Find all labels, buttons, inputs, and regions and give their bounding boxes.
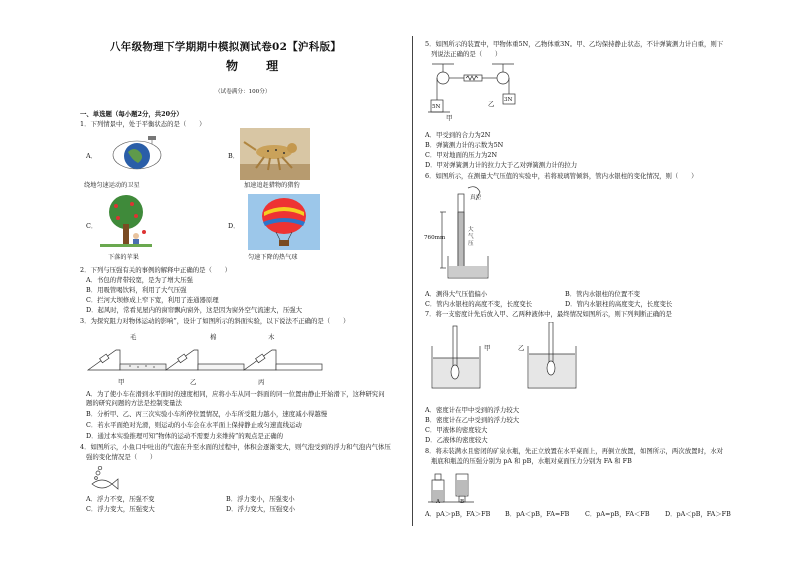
q1-stem: 1．下列情景中，处于平衡状态的是（ ） [80,120,206,128]
q1-option-a: A． [86,152,98,160]
q3-option-a-line2: 题的研究问题的方法是控制变量法 [86,399,182,407]
q8-stem-text-3: ，水瓶对桌面压力分别为 [531,457,602,465]
q6-height-label: 760mm [424,235,446,241]
cheetah-figure [240,128,310,180]
satellite-earth-figure [112,130,162,180]
q7-label-yi: 乙 [518,344,525,352]
q6-vacuum-label: 真空 [470,195,482,201]
q1-option-c: C． [86,222,98,230]
apple-tree-figure [96,194,156,248]
q3-option-c: C．若水平面绝对光滑，则运动的小车会在水平面上保持静止或匀速直线运动 [86,421,302,429]
q1-caption-b: 加速追赶猎物的猎豹 [244,182,300,189]
q8-symbol-fa: FA [603,457,613,465]
q3-label-mu: 木 [268,333,275,341]
q8-option-a: A．pA＞pB，FA＞FB [425,510,491,518]
q6-pressure-label-3: 压 [468,241,474,247]
q6-option-b: B．管内水银柱的位置不变 [565,290,640,298]
q7-option-a: A．密度计在甲中受到的浮力较大 [425,406,520,414]
q8-stem-text-4: 和 [614,457,621,465]
hot-air-balloon-figure [248,194,320,250]
q4-option-a: A．浮力不变，压强不变 [86,495,155,503]
q6-pressure-label-1: 大 [468,227,474,233]
q4-stem-line1: 4．如图所示，小鱼口中吐出的气泡在升至水面的过程中，体积会逐渐变大，则气泡受到的浮力和气泡内气体压 [80,443,391,451]
q5-stem-line2: 列说法正确的是（ ） [431,50,502,58]
q5-stem-line1: 5．如图所示的装置中，甲物体重5N，乙物体重3N。甲、乙均保持静止状态，不计弹簧测力计自重，则下 [425,40,724,48]
q5-label-yi: 乙 [488,100,495,108]
q4-option-d: D．浮力变大，压强变小 [226,505,296,513]
pulley-spring-figure [428,60,524,120]
incline-experiment-figure [86,340,326,374]
q3-option-b: B．分析甲、乙、丙三次实验小车所停位置情况，小车所受阻力越小，速度减小得越慢 [86,410,328,418]
q7-label-jia: 甲 [484,344,491,352]
section-heading: 一、单选题（每小题2分，共20分） [80,110,183,118]
q8-stem-line2 [431,457,632,465]
q3-label-jia: 甲 [118,378,125,386]
q3-option-d: D．通过本实验推理可知”物体的运动不需要力来维持”的观点是正确的 [86,432,283,440]
paper-subject: 物 理 [226,59,291,73]
q8-option-d: D．pA＜pB，FA＞FB [665,510,731,518]
paper-title: 八年级物理下学期期中模拟测试卷02【沪科版】 [110,41,342,53]
q8-stem-text-1: 瓶底和瓶盖的压强分别为 [431,457,502,465]
q2-stem: 2．下列与压强有关的事例的解释中正确的是（ ） [80,266,232,274]
q1-caption-a: 绕地匀速运动的卫星 [84,182,140,189]
q6-option-d: D．管内水银柱的高度变大，长度变长 [565,300,673,308]
hydrometer-figure [428,322,598,390]
q7-option-d: D．乙液体的密度较大 [425,436,488,444]
q5-option-c: C．甲对地面的压力为2N [425,151,498,159]
q1-caption-c: 下落的苹果 [108,254,139,261]
q1-option-d: D． [228,222,240,230]
q8-symbol-pb: pB [522,457,532,465]
q7-option-b: B．密度计在乙中受到的浮力较大 [425,416,520,424]
q8-symbol-pa: pA [503,457,513,465]
q5-option-d: D．甲对弹簧测力计的拉力大于乙对弹簧测力计的拉力 [425,161,578,169]
q3-label-yi: 乙 [190,378,197,386]
q8-figure-b: B [460,499,465,505]
q3-label-mian: 棉 [210,333,217,341]
q8-option-c: C．pA=pB，FA＜FB [585,510,650,518]
q1-option-b: B． [228,152,240,160]
score-note: （试卷满分：100分） [215,89,271,95]
q8-stem-line1: 8．将未装满水且密闭的矿泉水瓶，先正立放置在水平桌面上，再倒立放置，如图所示，两次放置时，水对 [425,447,724,455]
q3-stem: 3．为探究阻力对物体运动的影响”，设计了如图所示的斜面实验，以下说法不正确的是（ ） [80,317,350,325]
q1-caption-d: 匀速下降的热气球 [248,254,298,261]
q6-pressure-label-2: 气 [468,234,474,240]
q8-stem-text-2: 和 [514,457,521,465]
q8-figure-a: A [436,499,441,505]
q3-label-bing: 丙 [258,378,265,386]
q6-option-a: A．测得大气压值偏小 [425,290,488,298]
q6-stem: 6．如图所示，在测量大气压值的实验中，若将玻璃管倾斜，管内水银柱的变化情况，则（ ） [425,172,698,180]
column-divider [412,36,413,526]
q7-stem: 7．将一支密度计先后放入甲、乙两种液体中，最终情况如图所示，则下列判断正确的是 [425,310,672,318]
q4-stem-line2: 强的变化情况是（ ） [86,453,157,461]
q4-option-b: B．浮力变小，压强变小 [226,495,295,503]
q2-option-d: D．起风时，常看见屋内的窗帘飘向窗外，这是因为窗外空气流速大，压强大 [86,306,303,314]
q6-option-c: C．管内水银柱的高度不变，长度变长 [425,300,533,308]
q5-weight-yi: 3N [504,97,513,103]
q5-weight-jia: 5N [432,104,441,110]
q3-option-a-line1: A．为了使小车在滑到水平面时的速度相同，应将小车从同一斜面的同一位置由静止开始滑下，这种研究问 [86,390,385,398]
q5-label-jia: 甲 [446,114,453,122]
q2-option-a: A．书包的背带较宽，是为了增大压强 [86,276,193,284]
q3-label-mao: 毛 [130,333,137,341]
fish-bubble-figure [86,466,132,492]
q5-option-a: A．甲受到的合力为2N [425,131,491,139]
q7-option-c: C．甲液体的密度较大 [425,426,488,434]
q4-option-c: C．浮力变大，压强变大 [86,505,155,513]
q2-option-c: C．拦河大坝修成上窄下宽，利用了连通器原理 [86,296,219,304]
q8-symbol-fb: FB [622,457,632,465]
q2-option-b: B．用吸管喝饮料，利用了大气压强 [86,286,187,294]
q5-option-b: B．弹簧测力计的示数为5N [425,141,504,149]
q8-option-b: B．pA＜pB，FA=FB [505,510,570,518]
